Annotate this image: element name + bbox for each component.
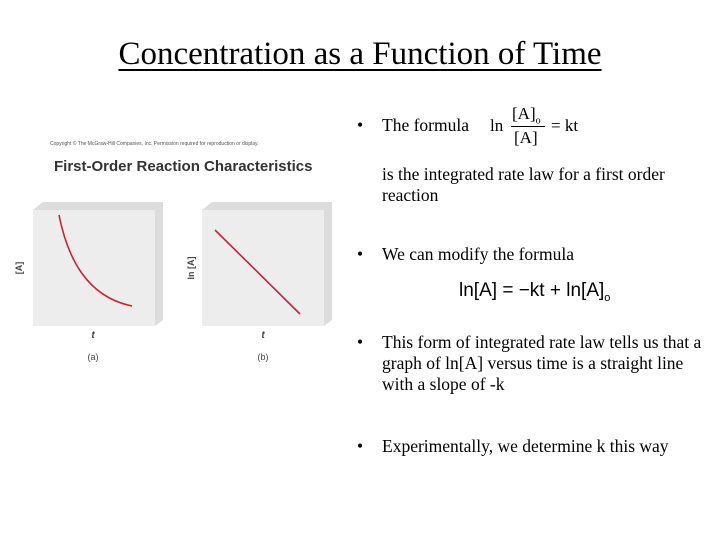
integrated-rate-law-equation (490, 104, 600, 152)
eq2-lhs: ln[A] (459, 280, 498, 301)
bullet-graph-explanation (357, 332, 712, 395)
panel-b-ylabel: ln [A] (186, 256, 196, 280)
bullet-text: Experimentally, we determine k this way (382, 436, 669, 456)
eq2-minus-kt: −kt (518, 280, 545, 301)
panel-b-xlabel: t (261, 330, 265, 341)
first-order-figure (0, 195, 340, 370)
panel-a (14, 202, 163, 362)
eq1-fraction-bar (511, 126, 545, 127)
panel-a-caption: (a) (87, 352, 99, 362)
panel-b-face (202, 210, 324, 326)
panel-a-xlabel: t (91, 330, 95, 341)
bullet-text: The formula (382, 115, 469, 135)
eq2-ln-a0: ln[A] (566, 280, 605, 301)
panel-b (186, 202, 332, 362)
panel-a-ylabel: [A] (14, 261, 24, 275)
bullet-modify (357, 244, 574, 265)
figure-copyright: Copyright © The McGraw-Hill Companies, Inc. Permission required for reproduction or display. (50, 141, 259, 147)
bullet-glyph: • (357, 115, 364, 135)
bullet-text: We can modify the formula (382, 244, 574, 264)
panel-a-face (33, 210, 155, 326)
eq1-rhs: = kt (551, 116, 579, 135)
bullet-text: This form of integrated rate law tells us that a graph of ln[A] versus time is a straight line with a slope of -k (382, 332, 702, 394)
eq2-plus: + (549, 280, 561, 301)
bullet-formula (357, 115, 469, 136)
panel-b-caption: (b) (257, 352, 269, 362)
linear-form-equation (459, 280, 610, 304)
eq2-equals: = (502, 280, 514, 301)
eq2-sub: o (604, 291, 611, 304)
eq1-denominator: [A] (514, 128, 538, 147)
bullet-glyph: • (357, 332, 364, 352)
bullet-formula-continuation: is the integrated rate law for a first order reaction (382, 164, 665, 205)
bullet-glyph: • (357, 436, 364, 456)
eq1-ln: ln (490, 116, 504, 135)
bullet-experimental (357, 436, 669, 457)
slide-title: Concentration as a Function of Time (118, 36, 602, 72)
figure-title: First-Order Reaction Characteristics (54, 158, 313, 175)
bullet-glyph: • (357, 244, 364, 264)
eq1-numerator: $[A]_o$ (512, 104, 541, 127)
